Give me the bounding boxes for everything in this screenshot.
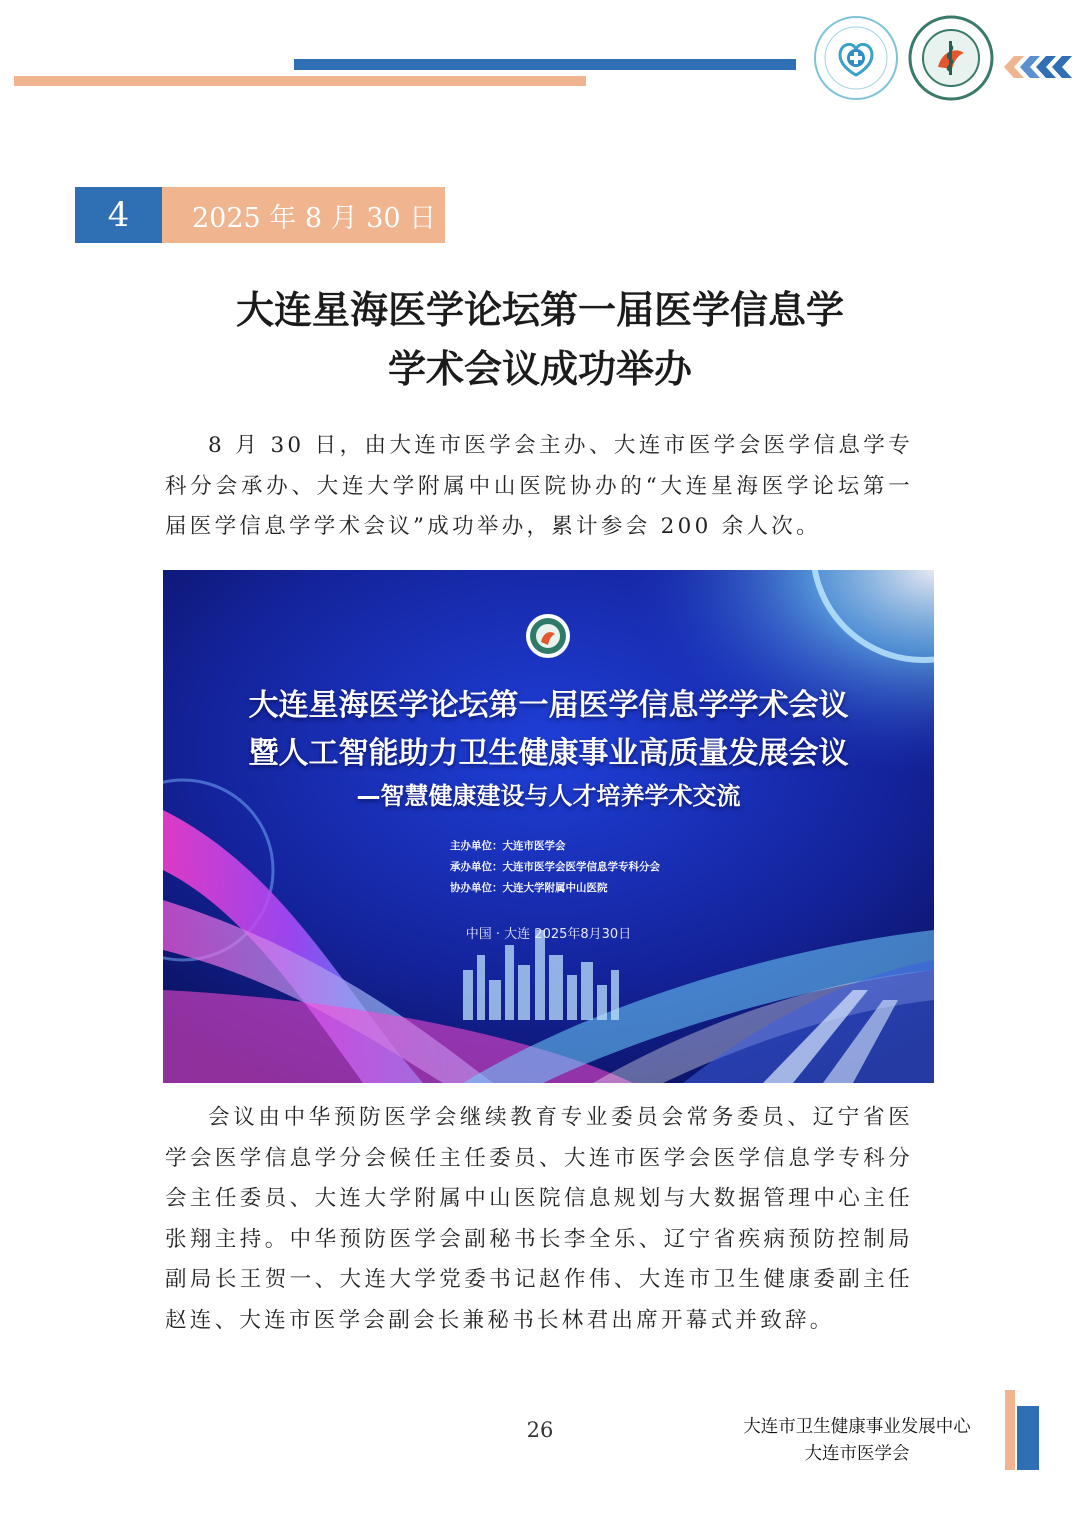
banner-organizer-undertaker: 承办单位：大连市医学会医学信息学专科分会 [450,861,660,873]
footer-org-health-center: 大连市卫生健康事业发展中心 [743,1417,971,1437]
medical-association-logo-icon [908,15,994,101]
article-title-line-1: 大连星海医学论坛第一届医学信息学 [235,288,844,332]
banner-background [163,570,934,1083]
health-center-logo-icon [813,15,899,101]
page-number: 26 [526,1418,554,1442]
article-paragraph-2: 会议由中华预防医学会继续教育专业委员会常务委员、辽宁省医学会医学信息学分会候任主任委员、大连市医学会医学信息学专科分会主任委员、大连大学附属中山医院信息规划与大数据管理中心主任张翔主持。中华预防医学会副秘书长李全乐、辽宁省疾病预防控制局副局长王贺一、大连大学党委书记赵作伟、大连市卫生健康委副主任赵连、大连市医学会副会长兼秘书长林君出席开幕式并致辞。 [165,1105,913,1333]
banner-organizer-co-host: 协办单位：大连大学附属中山医院 [450,882,608,894]
chevron-left-icon [1002,56,1074,78]
article-title-line-2: 学术会议成功举办 [387,347,692,391]
footer-bar-orange [1005,1390,1015,1470]
banner-title-line-1: 大连星海医学论坛第一届医学信息学学术会议 [248,688,849,723]
header-bar-orange [14,76,586,86]
banner-location-date: 中国 · 大连 2025年8月30日 [465,927,632,942]
conference-banner-image [163,570,934,1083]
header-bar-blue [294,59,796,70]
section-number: 4 [75,187,162,243]
section-date: 2025 年 8 月 30 日 [162,187,445,243]
banner-subtitle: —智慧健康建设与人才培养学术交流 [356,782,741,810]
banner-organizer-host: 主办单位：大连市医学会 [450,840,566,852]
footer-org-medical-association: 大连市医学会 [804,1444,910,1464]
article-paragraph-1: 8 月 30 日，由大连市医学会主办、大连市医学会医学信息学专科分会承办、大连大学附属中山医院协办的“大连星海医学论坛第一届医学信息学学术会议”成功举办，累计参会 200 余人次。 [165,433,913,539]
banner-title-line-2: 暨人工智能助力卫生健康事业高质量发展会议 [248,736,849,771]
footer-bar-blue [1017,1406,1039,1470]
